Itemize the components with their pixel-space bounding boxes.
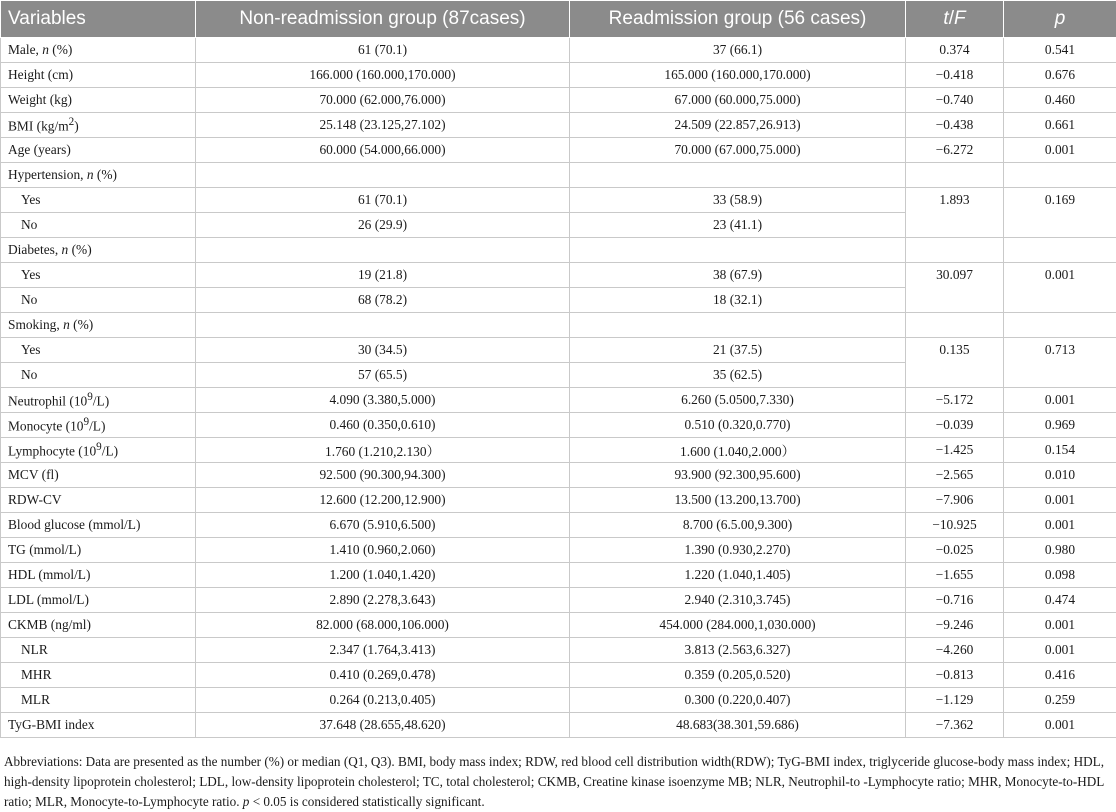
statistic-value: 0.135 — [906, 338, 1004, 388]
row-label: MLR — [1, 688, 196, 713]
statistic-value: −1.425 — [906, 438, 1004, 463]
statistic-value: −0.418 — [906, 63, 1004, 88]
table-row — [1, 488, 1116, 513]
readmission-value: 0.510 (0.320,0.770) — [570, 413, 906, 438]
non-readmission-value: 26 (29.9) — [196, 213, 570, 238]
table-row — [1, 663, 1116, 688]
non-readmission-value: 60.000 (54.000,66.000) — [196, 138, 570, 163]
row-label: No — [1, 363, 196, 388]
sub-row — [1, 338, 1116, 363]
table-row — [1, 388, 1116, 413]
statistic-value: 1.893 — [906, 188, 1004, 238]
p-value: 0.001 — [1004, 138, 1116, 163]
p-value: 0.001 — [1004, 613, 1116, 638]
non-readmission-value: 68 (78.2) — [196, 288, 570, 313]
row-label: Height (cm) — [1, 63, 196, 88]
readmission-value: 1.600 (1.040,2.000） — [570, 438, 906, 463]
row-label: LDL (mmol/L) — [1, 588, 196, 613]
statistic-value: 0.374 — [906, 38, 1004, 63]
empty-cell — [906, 313, 1004, 338]
readmission-value: 18 (32.1) — [570, 288, 906, 313]
sub-row — [1, 263, 1116, 288]
statistic-value: −7.906 — [906, 488, 1004, 513]
non-readmission-value: 6.670 (5.910,6.500) — [196, 513, 570, 538]
non-readmission-value: 0.460 (0.350,0.610) — [196, 413, 570, 438]
readmission-value: 6.260 (5.0500,7.330) — [570, 388, 906, 413]
table-row — [1, 38, 1116, 63]
non-readmission-value: 2.890 (2.278,3.643) — [196, 588, 570, 613]
p-value: 0.969 — [1004, 413, 1116, 438]
statistic-value: 30.097 — [906, 263, 1004, 313]
header-variables: Variables — [1, 1, 196, 38]
empty-cell — [906, 163, 1004, 188]
statistic-value: −9.246 — [906, 613, 1004, 638]
p-value: 0.154 — [1004, 438, 1116, 463]
empty-cell — [570, 163, 906, 188]
readmission-value: 1.220 (1.040,1.405) — [570, 563, 906, 588]
statistic-value: −1.129 — [906, 688, 1004, 713]
row-label: Neutrophil $(10^9/L)$ — [1, 388, 196, 413]
statistic-value: −1.655 — [906, 563, 1004, 588]
row-label: TyG-BMI index — [1, 713, 196, 738]
p-value: 0.001 — [1004, 638, 1116, 663]
non-readmission-value: 1.410 (0.960,2.060) — [196, 538, 570, 563]
row-label: TG (mmol/L) — [1, 538, 196, 563]
non-readmission-value: 25.148 (23.125,27.102) — [196, 113, 570, 138]
table-row — [1, 138, 1116, 163]
p-value: 0.713 — [1004, 338, 1116, 388]
row-label: Monocyte $(10^9/L)$ — [1, 413, 196, 438]
header-non-readmission: Non-readmission group (87cases) — [196, 1, 570, 38]
statistic-value: −0.039 — [906, 413, 1004, 438]
row-label: Age (years) — [1, 138, 196, 163]
row-label: No — [1, 288, 196, 313]
p-value: 0.001 — [1004, 513, 1116, 538]
table-row — [1, 638, 1116, 663]
p-value: 0.474 — [1004, 588, 1116, 613]
p-value: 0.661 — [1004, 113, 1116, 138]
non-readmission-value: 30 (34.5) — [196, 338, 570, 363]
row-label: Weight (kg) — [1, 88, 196, 113]
table-row — [1, 413, 1116, 438]
p-value: 0.001 — [1004, 263, 1116, 313]
row-label: Blood glucose (mmol/L) — [1, 513, 196, 538]
group-label: Smoking, n (%) — [1, 313, 196, 338]
readmission-value: 2.940 (2.310,3.745) — [570, 588, 906, 613]
row-label: Yes — [1, 338, 196, 363]
table-row — [1, 588, 1116, 613]
row-label: BMI $(kg/m^2)$ — [1, 113, 196, 138]
readmission-value: 37 (66.1) — [570, 38, 906, 63]
readmission-value: 0.300 (0.220,0.407) — [570, 688, 906, 713]
readmission-value: 35 (62.5) — [570, 363, 906, 388]
readmission-value: 8.700 (6.5.00,9.300) — [570, 513, 906, 538]
group-header-row — [1, 313, 1116, 338]
statistic-value: −6.272 — [906, 138, 1004, 163]
row-label: HDL (mmol/L) — [1, 563, 196, 588]
table-row — [1, 88, 1116, 113]
non-readmission-value: 0.410 (0.269,0.478) — [196, 663, 570, 688]
statistic-value: −0.025 — [906, 538, 1004, 563]
group-header-row — [1, 238, 1116, 263]
header-p: p — [1004, 1, 1116, 38]
table-row — [1, 438, 1116, 463]
statistic-value: −5.172 — [906, 388, 1004, 413]
readmission-value: 38 (67.9) — [570, 263, 906, 288]
row-label: MCV (fl) — [1, 463, 196, 488]
readmission-value: 165.000 (160.000,170.000) — [570, 63, 906, 88]
table-row — [1, 463, 1116, 488]
non-readmission-value: 19 (21.8) — [196, 263, 570, 288]
p-value: 0.416 — [1004, 663, 1116, 688]
p-value: 0.010 — [1004, 463, 1116, 488]
row-label: RDW-CV — [1, 488, 196, 513]
readmission-value: 454.000 (284.000,1,030.000) — [570, 613, 906, 638]
table-row — [1, 538, 1116, 563]
empty-cell — [906, 238, 1004, 263]
row-label: Yes — [1, 188, 196, 213]
empty-cell — [196, 238, 570, 263]
table-row — [1, 513, 1116, 538]
table-header — [1, 1, 1116, 38]
statistic-value: −7.362 — [906, 713, 1004, 738]
non-readmission-value: 12.600 (12.200,12.900) — [196, 488, 570, 513]
p-value: 0.676 — [1004, 63, 1116, 88]
empty-cell — [1004, 163, 1116, 188]
non-readmission-value: 70.000 (62.000,76.000) — [196, 88, 570, 113]
non-readmission-value: 92.500 (90.300,94.300) — [196, 463, 570, 488]
p-value: 0.980 — [1004, 538, 1116, 563]
empty-cell — [570, 313, 906, 338]
row-label: Male, n (%) — [1, 38, 196, 63]
readmission-value: 67.000 (60.000,75.000) — [570, 88, 906, 113]
empty-cell — [570, 238, 906, 263]
statistic-value: −2.565 — [906, 463, 1004, 488]
header-readmission: Readmission group (56 cases) — [570, 1, 906, 38]
statistic-value: −0.716 — [906, 588, 1004, 613]
p-value: 0.001 — [1004, 388, 1116, 413]
table-row — [1, 113, 1116, 138]
row-label: CKMB (ng/ml) — [1, 613, 196, 638]
table-row — [1, 713, 1116, 738]
footnote: Abbreviations: Data are presented as the number (%) or median (Q1, Q3). BMI, body mass index; RDW, red blood cell distribution width(RDW); TyG-BMI index, triglyceride glucose-body mass index; HDL, high-density lipoprotein cholesterol; LDL, low-density lipoprotein cholesterol; TC, total cholesterol; CKMB, Creatine kinase isoenzyme MB; NLR, Neutrophil-to -Lymphocyte ratio; MHR, Monocyte-to-HDL ratio; MLR, Monocyte-to-Lymphocyte ratio. p < 0.05 is considered statistically significant. — [4, 752, 1110, 812]
empty-cell — [196, 313, 570, 338]
non-readmission-value: 37.648 (28.655,48.620) — [196, 713, 570, 738]
non-readmission-value: 61 (70.1) — [196, 38, 570, 63]
table-body — [1, 38, 1116, 738]
group-label: Hypertension, n (%) — [1, 163, 196, 188]
header-t-f: t/F — [906, 1, 1004, 38]
readmission-value: 23 (41.1) — [570, 213, 906, 238]
table-row — [1, 63, 1116, 88]
p-value: 0.001 — [1004, 488, 1116, 513]
non-readmission-value: 1.760 (1.210,2.130） — [196, 438, 570, 463]
readmission-value: 1.390 (0.930,2.270) — [570, 538, 906, 563]
readmission-value: 13.500 (13.200,13.700) — [570, 488, 906, 513]
statistic-value: −4.260 — [906, 638, 1004, 663]
p-value: 0.169 — [1004, 188, 1116, 238]
p-value: 0.098 — [1004, 563, 1116, 588]
non-readmission-value: 82.000 (68.000,106.000) — [196, 613, 570, 638]
statistic-value: −10.925 — [906, 513, 1004, 538]
statistic-value: −0.740 — [906, 88, 1004, 113]
readmission-value: 3.813 (2.563,6.327) — [570, 638, 906, 663]
non-readmission-value: 61 (70.1) — [196, 188, 570, 213]
row-label: NLR — [1, 638, 196, 663]
statistic-value: −0.438 — [906, 113, 1004, 138]
non-readmission-value: 1.200 (1.040,1.420) — [196, 563, 570, 588]
empty-cell — [1004, 313, 1116, 338]
readmission-value: 24.509 (22.857,26.913) — [570, 113, 906, 138]
non-readmission-value: 166.000 (160.000,170.000) — [196, 63, 570, 88]
header-row — [1, 1, 1116, 38]
table-row — [1, 563, 1116, 588]
row-label: MHR — [1, 663, 196, 688]
readmission-value: 33 (58.9) — [570, 188, 906, 213]
sub-row — [1, 188, 1116, 213]
row-label: Yes — [1, 263, 196, 288]
p-value: 0.259 — [1004, 688, 1116, 713]
readmission-value: 0.359 (0.205,0.520) — [570, 663, 906, 688]
readmission-value: 48.683(38.301,59.686) — [570, 713, 906, 738]
p-value: 0.460 — [1004, 88, 1116, 113]
readmission-value: 70.000 (67.000,75.000) — [570, 138, 906, 163]
non-readmission-value: 57 (65.5) — [196, 363, 570, 388]
readmission-value: 21 (37.5) — [570, 338, 906, 363]
p-value: 0.001 — [1004, 713, 1116, 738]
statistic-value: −0.813 — [906, 663, 1004, 688]
non-readmission-value: 0.264 (0.213,0.405) — [196, 688, 570, 713]
empty-cell — [1004, 238, 1116, 263]
row-label: No — [1, 213, 196, 238]
readmission-value: 93.900 (92.300,95.600) — [570, 463, 906, 488]
non-readmission-value: 2.347 (1.764,3.413) — [196, 638, 570, 663]
non-readmission-value: 4.090 (3.380,5.000) — [196, 388, 570, 413]
group-header-row — [1, 163, 1116, 188]
p-value: 0.541 — [1004, 38, 1116, 63]
group-label: Diabetes, n (%) — [1, 238, 196, 263]
empty-cell — [196, 163, 570, 188]
row-label: Lymphocyte $(10^9/L)$ — [1, 438, 196, 463]
table-row — [1, 613, 1116, 638]
table-row — [1, 688, 1116, 713]
